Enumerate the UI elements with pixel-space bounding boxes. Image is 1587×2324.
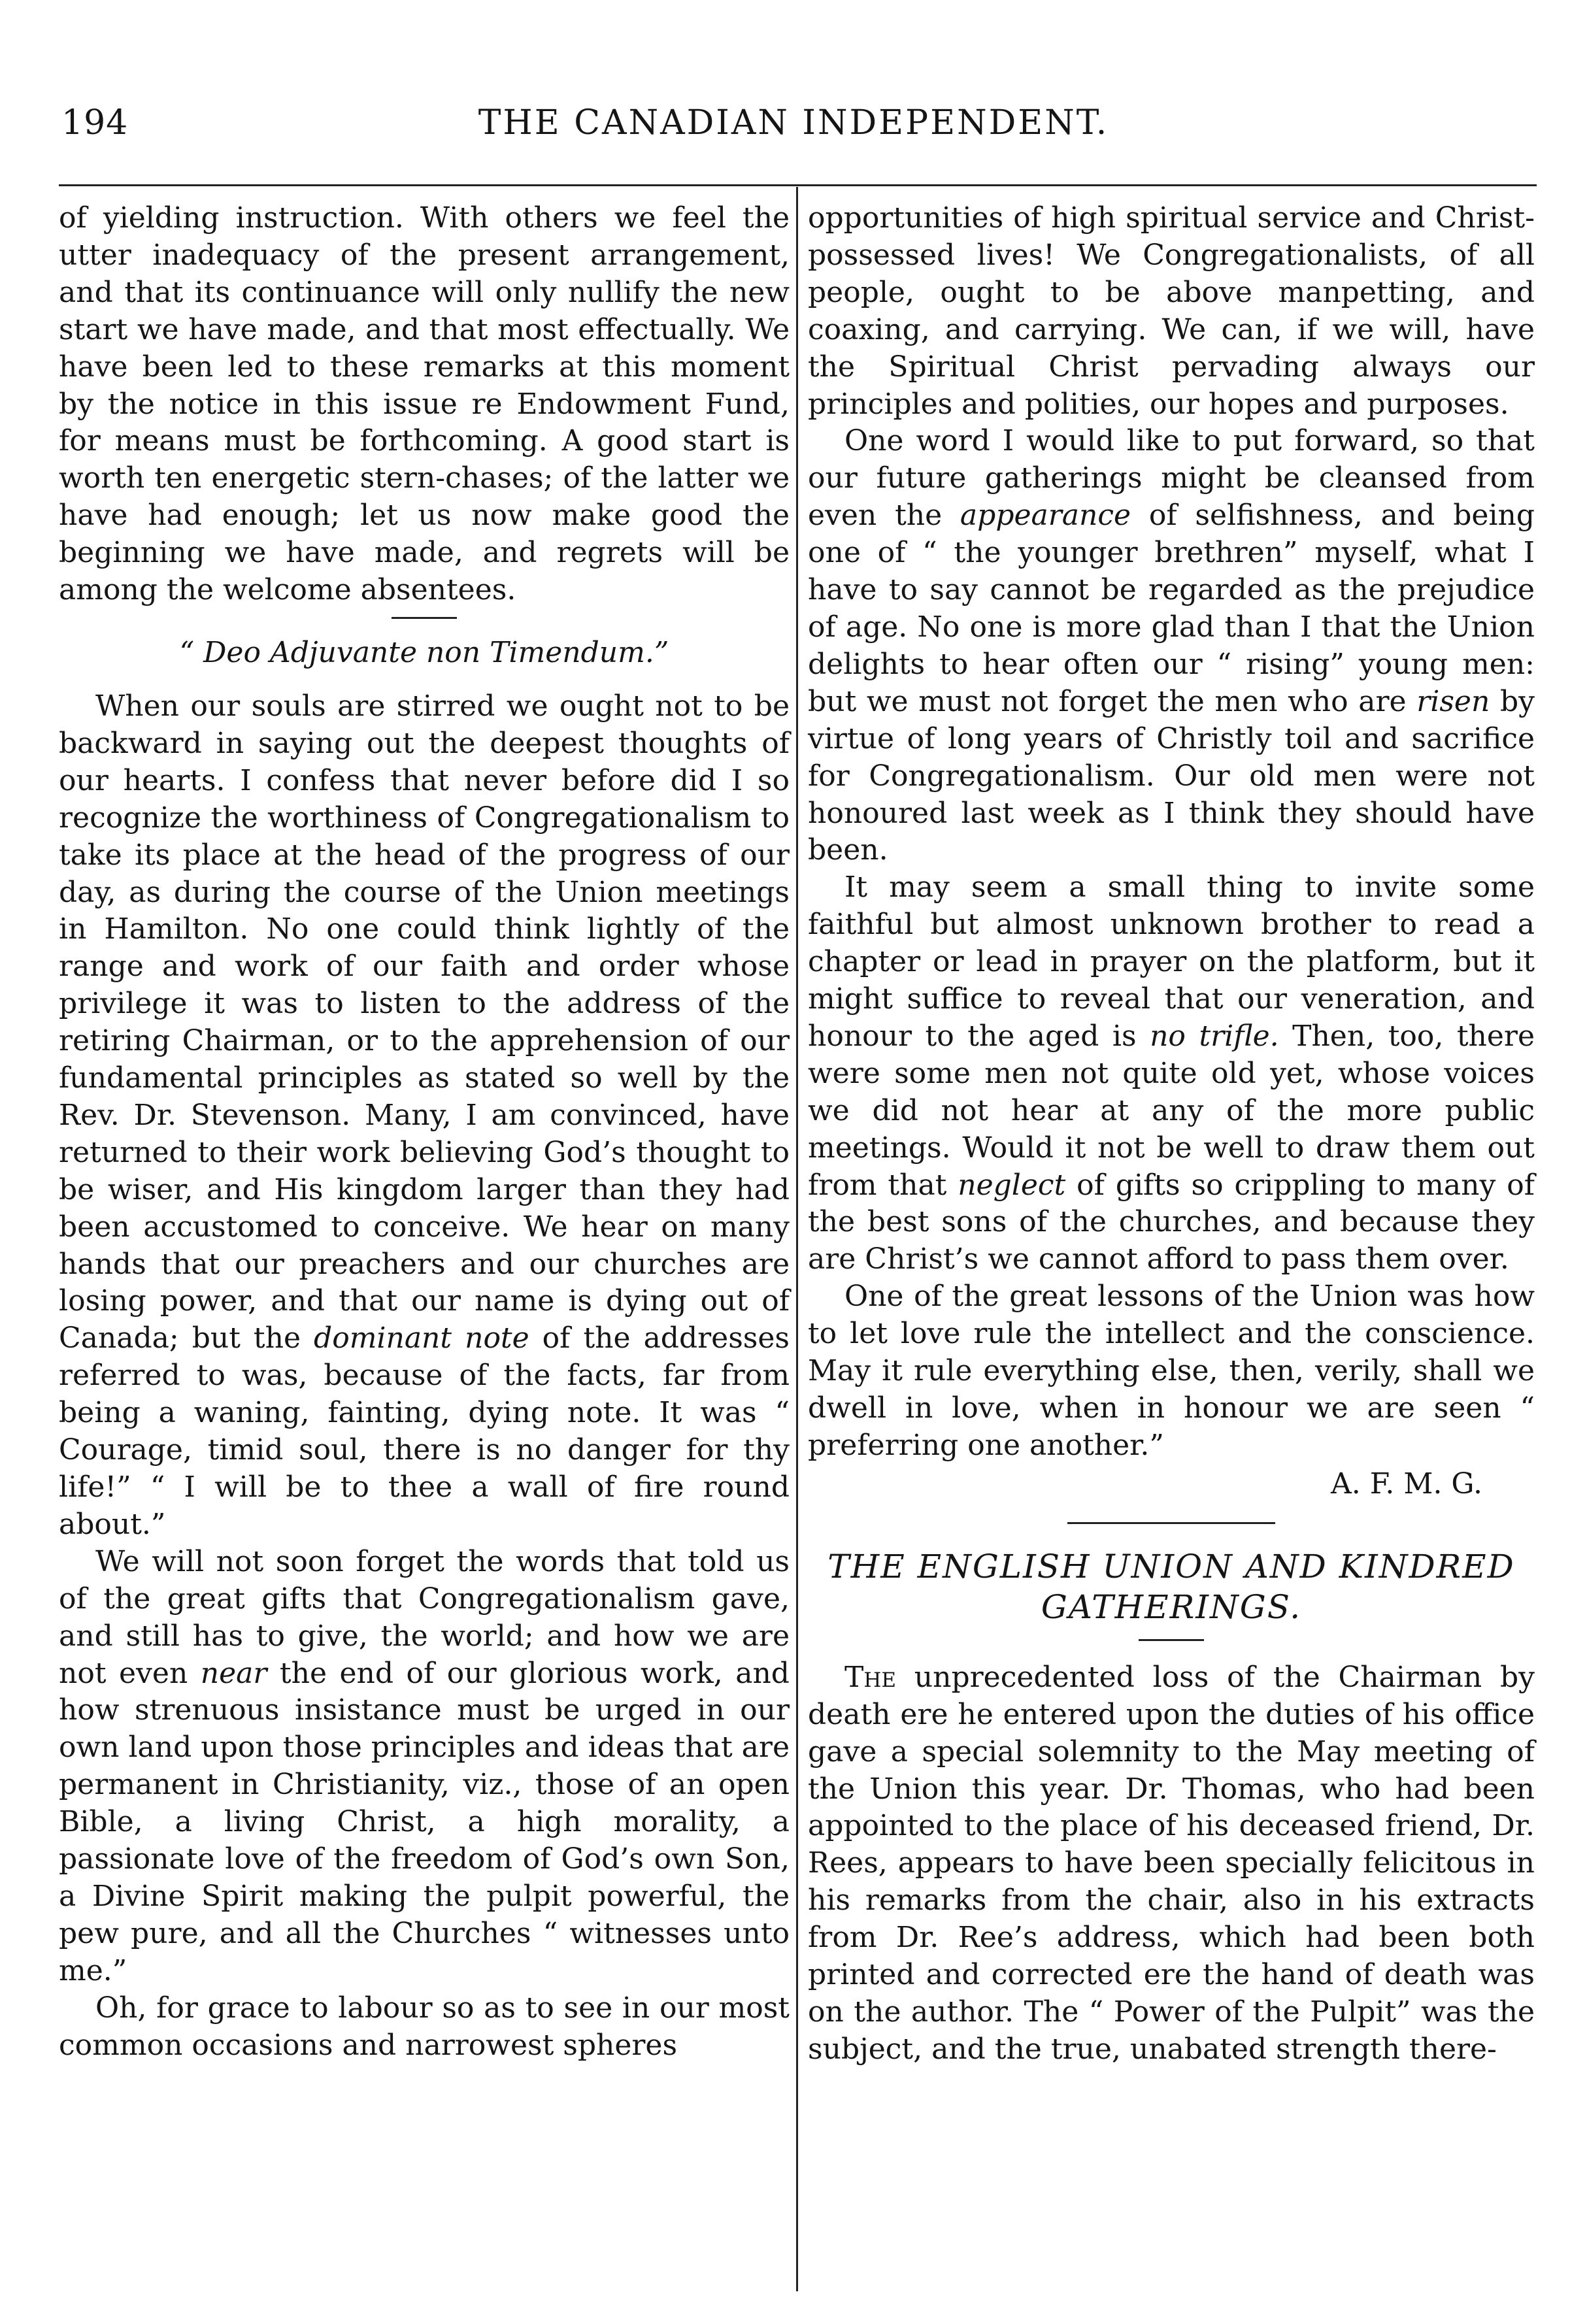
article-subheading: “ Deo Adjuvante non Timendum.” [179,635,669,669]
text-run: of gifts so crippling to many of the best sons of the churches, and because they are Christ’s we cannot afford to pass them over. [808,1168,1535,1276]
text-run: When our souls are stirred we ought not to be backward in saying out the deepest thoughts of our hearts. I confess that never before did I so recognize the worthiness of Congregationalism to take its place at the head of the progress of our day, as during the course of the Union meetings in Hamilton. No one could think lightly of the range and work of our faith and order whose privilege it was to listen to the address of the retiring Chairman, or to the apprehension of our fundamental principles as stated so well by the Rev. Dr. Stevenson. Many, I am convinced, have returned to their work believing God’s thought to be wiser, and His kingdom larger than they had been accustomed to conceive. We hear on many hands that our preachers and our churches are losing power, and that our name is dying out of Canada; but the [59,689,790,1355]
short-rule [1139,1639,1204,1641]
text-run: It may seem a small thing to invite some faithful but almost unknown brother to read a chapter or lead in prayer on the platform, but it might suffice to reveal that our veneration, and honour to the aged is [808,871,1535,1053]
left-paragraph-2 [59,688,790,1544]
right-paragraph-1: opportunities of high spiritual service and Christ-possessed lives! We Congregationalists, of all people, ought to be above manpetting, and coaxing, and carrying. We can, if we will, have the Spiritual Christ pervading always our principles and polities, our hopes and purposes. [808,201,1535,421]
section-title-line-2: GATHERINGS. [1041,1587,1302,1626]
text-run: One word I would like to put forward, so that our future gatherings might be cleansed from even the [808,424,1535,533]
text-run: the end of our glorious work, and how strenuous insistance must be urged in our own land upon those principles and ideas that are permanent in Christianity, viz., those of an open Bible, a living Christ, a high morality, a passionate love of the freedom of God’s own Son, a Divine Spirit making the pulpit powerful, the pew pure, and all the Churches “ witnesses unto me.” [59,1656,790,1987]
text-run: by virtue of long years of Christly toil and sacrifice for Congregationalism. Our old men were not honoured last week as I think they should have been. [808,684,1535,867]
page-header [43,103,1544,156]
emphasis-text: dominant note [314,1321,529,1355]
text-run: Then, too, there were some men not quite old yet, whose voices we did not hear at any of the more public meetings. Would it not be well to draw them out from that [808,1019,1535,1202]
right-column [808,200,1535,2068]
page-number: 194 [61,103,129,142]
lead-word: The [844,1660,897,1694]
author-signature: A. F. M. G. [1331,1467,1482,1501]
right-paragraph-2 [808,423,1535,869]
text-run: of the addresses referred to was, because of the facts, far from being a waning, fainting, dying note. It was “ Courage, timid soul, there is no danger for thy life!” “ I will be to thee a wall of fire round about.” [59,1321,790,1541]
header-rule [59,184,1537,186]
running-title: THE CANADIAN INDEPENDENT. [478,103,1109,142]
text-run: unprecedented loss of the Chairman by death ere he entered upon the duties of his office gave a special solemnity to the May meeting of the Union this year. Dr. Thomas, who had been appointed to the place of his deceased friend, Dr. Rees, appears to have been specially felicitous in his remarks from the chair, also in his extracts from Dr. Ree’s address, which had been both printed and corrected ere the hand of death was on the author. The “ Power of the Pulpit” was the subject, and the true, unabated strength there- [808,1660,1535,2066]
left-paragraph-3 [59,1544,790,1990]
column-divider [796,187,798,2291]
section-title-line-1: THE ENGLISH UNION AND KINDRED [827,1547,1515,1585]
text-run: We will not soon forget the words that told us of the great gifts that Congregationalism gave, and still has to give, the world; and how we are not even [59,1544,790,1690]
right-paragraph-3 [808,869,1535,1278]
emphasis-text: neglect [958,1168,1066,1202]
emphasis-text: appearance [960,499,1131,533]
left-column [59,200,790,2065]
text-run: of selfishness, and being one of “ the younger brethren” myself, what I have to say cannot be regarded as the prejudice of age. No one is more glad than I that the Union delights to hear often our “ rising” young men: but we must not forget the men who are [808,499,1535,718]
left-paragraph-4: Oh, for grace to labour so as to see in our most common occasions and narrowest spheres [59,1991,790,2062]
emphasis-text: no trifle. [1150,1019,1279,1053]
right-paragraph-5 [808,1659,1535,2068]
short-rule [392,617,457,619]
section-rule [1067,1522,1275,1524]
emphasis-text: risen [1416,684,1490,718]
emphasis-text: near [200,1656,267,1690]
left-paragraph-1: of yielding instruction. With others we feel the utter inadequacy of the present arrangement, and that its continuance will only nullify the new start we have made, and that most effectually. We have been led to these remarks at this moment by the notice in this issue re Endowment Fund, for means must be forthcoming. A good start is worth ten energetic stern-chases; of the latter we have had enough; let us now make good the beginning we have made, and regrets will be among the welcome absentees. [59,201,790,607]
right-paragraph-4: One of the great lessons of the Union was how to let love rule the intellect and the conscience. May it rule everything else, then, verily, shall we dwell in love, when in honour we are seen “ preferring one another.” [808,1280,1535,1462]
